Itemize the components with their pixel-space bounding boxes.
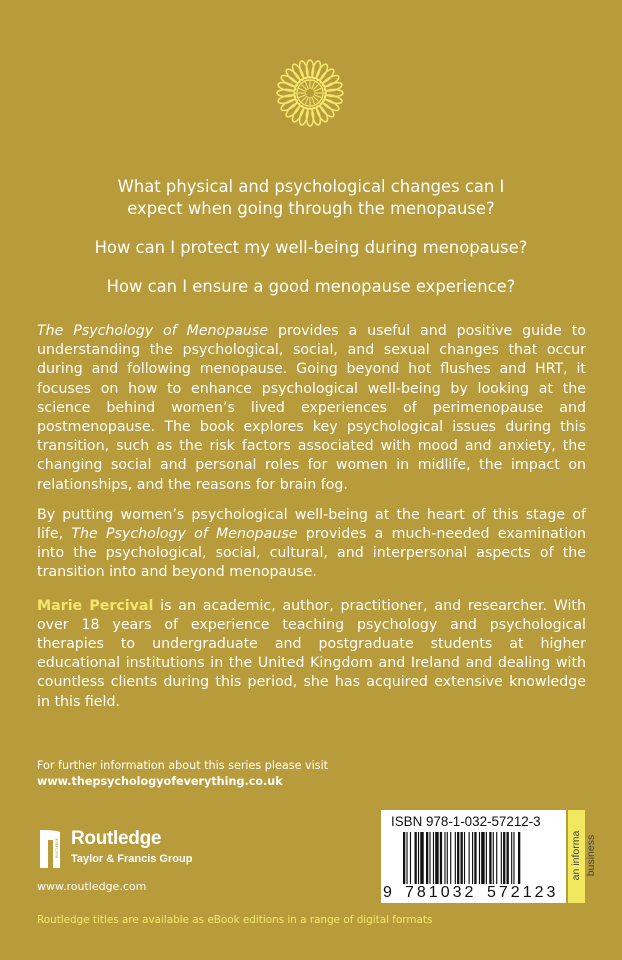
description-text: provides a useful and positive guide to understanding the psychological, social, and sexual changes that occur during and following menopause. Going beyond hot flushes and HRT, it focuses on how to enhance psychological well-being by looking at the science behind women’s lived experiences of perimenopause and postmenopause. The book explores key psychological issues during this transition, such as the risk factors associated with mood and anxiety, the changing social and personal roles for women in midlife, the impact on relationships, and the reasons for brain fog. [37,323,586,493]
questions [20,176,602,315]
book-title: The Psychology of Menopause [71,526,298,543]
author-bio-text: is an academic, author, practitioner, and researcher. With over 18 years of experience teaching psychology and psychological therapies to undergraduate and postgraduate students at higher educational institutions in the United Kingdom and Ireland and dealing with countless clients during this period, she has acquired extensive knowledge in this field. [37,597,586,710]
question-3: How can I ensure a good menopause experience? [106,277,516,296]
barcode-digits-right: 572123 [487,884,559,901]
description-paragraph-1 [37,322,586,495]
informa-label: an informa business [570,830,597,881]
routledge-mark-icon [37,828,63,870]
publisher-website-link[interactable]: www.routledge.com [37,880,147,893]
publisher-name: Routledge [71,828,162,849]
barcode-digit-first: 9 [383,884,392,901]
description-text: provides a much-needed examination into the psychological, social, cultural, and interpersonal aspects of the transition into and beyond menopause. [37,526,586,581]
series-info [37,758,457,790]
author-name: Marie Percival [37,597,154,614]
routledge-logo [37,828,257,870]
book-title: The Psychology of Menopause [37,323,269,339]
description-text: By putting women’s psychological well-being at the heart of this stage of life, [37,506,586,543]
question-1: What physical and psychological changes can I expect when going through the menopause? [117,177,505,218]
barcode-digits-left: 781032 [405,884,477,901]
ebook-note: Routledge titles are available as eBook editions in a range of digital formats [37,914,433,926]
author-bio [37,597,586,712]
series-url-link[interactable]: www.thepsychologyofeverything.co.uk [37,775,283,788]
routledge-mark-text: ROUTLEDGE [55,838,59,858]
barcode-icon [387,832,561,884]
question-2: How can I protect my well-being during menopause? [94,238,528,257]
publisher-group: Taylor & Francis Group [71,853,193,865]
series-text: For further information about this series please visit [37,759,329,772]
sunflower-emblem-icon [275,58,345,128]
barcode-panel [381,810,566,903]
description-paragraph-2 [37,506,586,583]
description [37,322,586,723]
isbn-text: ISBN 978-1-032-57212-3 [391,814,541,829]
